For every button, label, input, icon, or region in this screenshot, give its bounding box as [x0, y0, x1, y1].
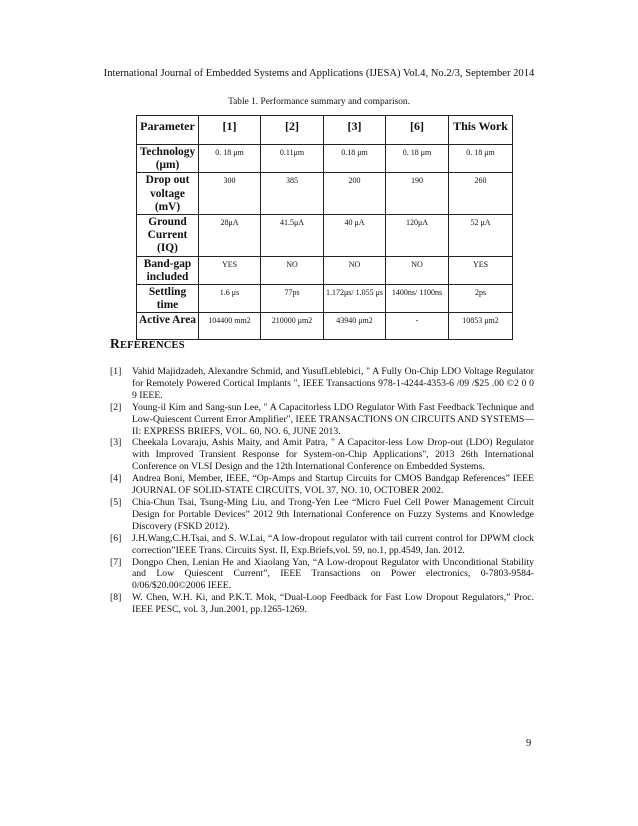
row-parameter: Band-gap included	[137, 256, 199, 284]
table-cell: YES	[449, 256, 513, 284]
reference-text: Dongpo Chen, Lenian He and Xiaolang Yan, “A Low-dropout Regulator with Unconditional Stability and Low Quiescent Current”, IEEE Transactions on Power electronics, 0-7803-9584-0/06/$20.00©2006 IEEE.	[132, 556, 534, 592]
reference-item	[110, 533, 534, 557]
table-cell: 0. 18 μm	[449, 145, 513, 173]
table-cell: 1400ns/ 1100ns	[386, 285, 449, 313]
row-parameter: Ground Current (IQ)	[137, 215, 199, 257]
row-parameter: Settling time	[137, 285, 199, 313]
page-number: 9	[526, 738, 532, 749]
references-heading-initial: R	[110, 336, 120, 351]
table-cell: 10853 μm2	[449, 313, 513, 340]
reference-text: Vahid Majidzadeh, Alexandre Schmid, and YusufLeblebici, " A Fully On-Chip LDO Voltage Regulator for Remotely Powered Cortical Implants ", IEEE Transactions 978-1-4244-4353-6 /09 /$25 .00 ©2 0 0 9 IEEE.	[132, 366, 534, 401]
table-cell: 0. 18 μm	[386, 145, 449, 173]
table-cell: 40 μA	[324, 215, 386, 257]
column-header: [2]	[261, 116, 324, 145]
column-header: [6]	[386, 116, 449, 145]
table-row	[137, 256, 513, 284]
table-caption: Table 1. Performance summary and comparison.	[228, 97, 410, 107]
table-row	[137, 145, 513, 173]
reference-text: Young-il Kim and Sang-sun Lee, " A Capacitorless LDO Regulator With Fast Feedback Technique and Low-Quiescent Current Error Amplifier", IEEE TRANSACTIONS ON CIRCUITS AND SYSTEMS—II: EXPRESS BRIEFS, VOL. 60, NO. 6, JUNE 2013.	[132, 401, 535, 437]
table-row	[137, 215, 513, 257]
table-cell: 190	[386, 173, 449, 215]
reference-number: [3]	[110, 437, 122, 449]
reference-item	[110, 497, 534, 533]
table-cell: 41.5μA	[261, 215, 324, 257]
reference-text: W. Chen, W.H. Ki, and P.K.T. Mok, “Dual-Loop Feedback for Fast Low Dropout Regulators,” Proc. IEEE PESC, vol. 3, Jun.2001, pp.1265-1269.	[132, 592, 534, 616]
table-cell: 77ps	[261, 285, 324, 313]
table-cell: 210000 μm2	[261, 313, 324, 340]
table-cell: 0.11μm	[261, 145, 324, 173]
reference-item	[110, 437, 534, 473]
reference-text: Andrea Boni, Member, IEEE, “Op-Amps and Startup Circuits for CMOS Bandgap References” IEEE JOURNAL OF SOLID-STATE CIRCUITS, VOL 37, NO. 10, OCTOBER 2002.	[132, 473, 534, 497]
reference-number: [7]	[110, 556, 122, 568]
table-cell: 2ps	[449, 285, 513, 313]
table-cell: -	[386, 313, 449, 340]
table-row	[137, 285, 513, 313]
table-cell: 260	[449, 173, 513, 215]
table-cell: 28μA	[199, 215, 261, 257]
table-cell: 43940 μm2	[324, 313, 386, 340]
reference-number: [8]	[110, 592, 122, 604]
table-cell: 104400 mm2	[199, 313, 261, 340]
reference-text: Cheekala Lovaraju, Ashis Maity, and Amit Patra, " A Capacitor-less Low Drop-out (LDO) Regulator with Improved Transient Response for System-on-Chip Applications", 2013 26th International Conference on VLSI Design and the 12th International Conference on Embedded Systems.	[132, 437, 534, 473]
reference-number: [5]	[110, 496, 122, 508]
reference-number: [6]	[110, 532, 122, 544]
table-cell: 1.172μs/ 1.055 μs	[324, 285, 386, 313]
table-cell: 200	[324, 173, 386, 215]
reference-number: [1]	[110, 366, 122, 377]
references-list	[110, 366, 534, 616]
table-cell: NO	[261, 256, 324, 284]
table-cell: NO	[324, 256, 386, 284]
reference-item	[110, 366, 534, 402]
reference-text: Chia-Chun Tsai, Tsung-Ming Liu, and Trong-Yen Lee “Micro Fuel Cell Power Management Circuit Design for Portable Devices” 2012 9th International Conference on Fuzzy Systems and Knowledge Discovery (FSKD 2012).	[132, 496, 534, 532]
table-header-row	[137, 116, 513, 145]
column-header: This Work	[449, 116, 513, 145]
reference-item	[110, 592, 534, 616]
running-header: International Journal of Embedded Systems and Applications (IJESA) Vol.4, No.2/3, September 2014	[103, 68, 535, 79]
references-heading-rest: EFERENCES	[119, 340, 185, 351]
reference-number: [2]	[110, 401, 122, 413]
reference-number: [4]	[110, 473, 122, 485]
column-header: Parameter	[137, 116, 199, 145]
performance-table	[136, 115, 513, 340]
row-parameter: Technology (μm)	[137, 145, 199, 173]
reference-item	[110, 557, 534, 593]
table-cell: 120μA	[386, 215, 449, 257]
row-parameter: Active Area	[137, 313, 199, 340]
table-row	[137, 313, 513, 340]
table-cell: 1.6 μs	[199, 285, 261, 313]
reference-text: J.H.Wang,C.H.Tsai, and S. W.Lai, “A low-dropout regulator with tail current control for DPWM clock correction”IEEE Trans. Circuits Syst. II, Exp.Briefs,vol. 59, no.1, pp.4549, Jan. 2012.	[132, 532, 534, 556]
table-cell: 0. 18 μm	[199, 145, 261, 173]
table-cell: 52 μA	[449, 215, 513, 257]
table-cell: 300	[199, 173, 261, 215]
table-cell: NO	[386, 256, 449, 284]
table-cell: 385	[261, 173, 324, 215]
references-heading	[110, 336, 185, 352]
reference-item	[110, 402, 534, 438]
table-row	[137, 173, 513, 215]
column-header: [1]	[199, 116, 261, 145]
table-cell: YES	[199, 256, 261, 284]
table-cell: 0.18 μm	[324, 145, 386, 173]
column-header: [3]	[324, 116, 386, 145]
row-parameter: Drop out voltage (mV)	[137, 173, 199, 215]
reference-item	[110, 473, 534, 497]
